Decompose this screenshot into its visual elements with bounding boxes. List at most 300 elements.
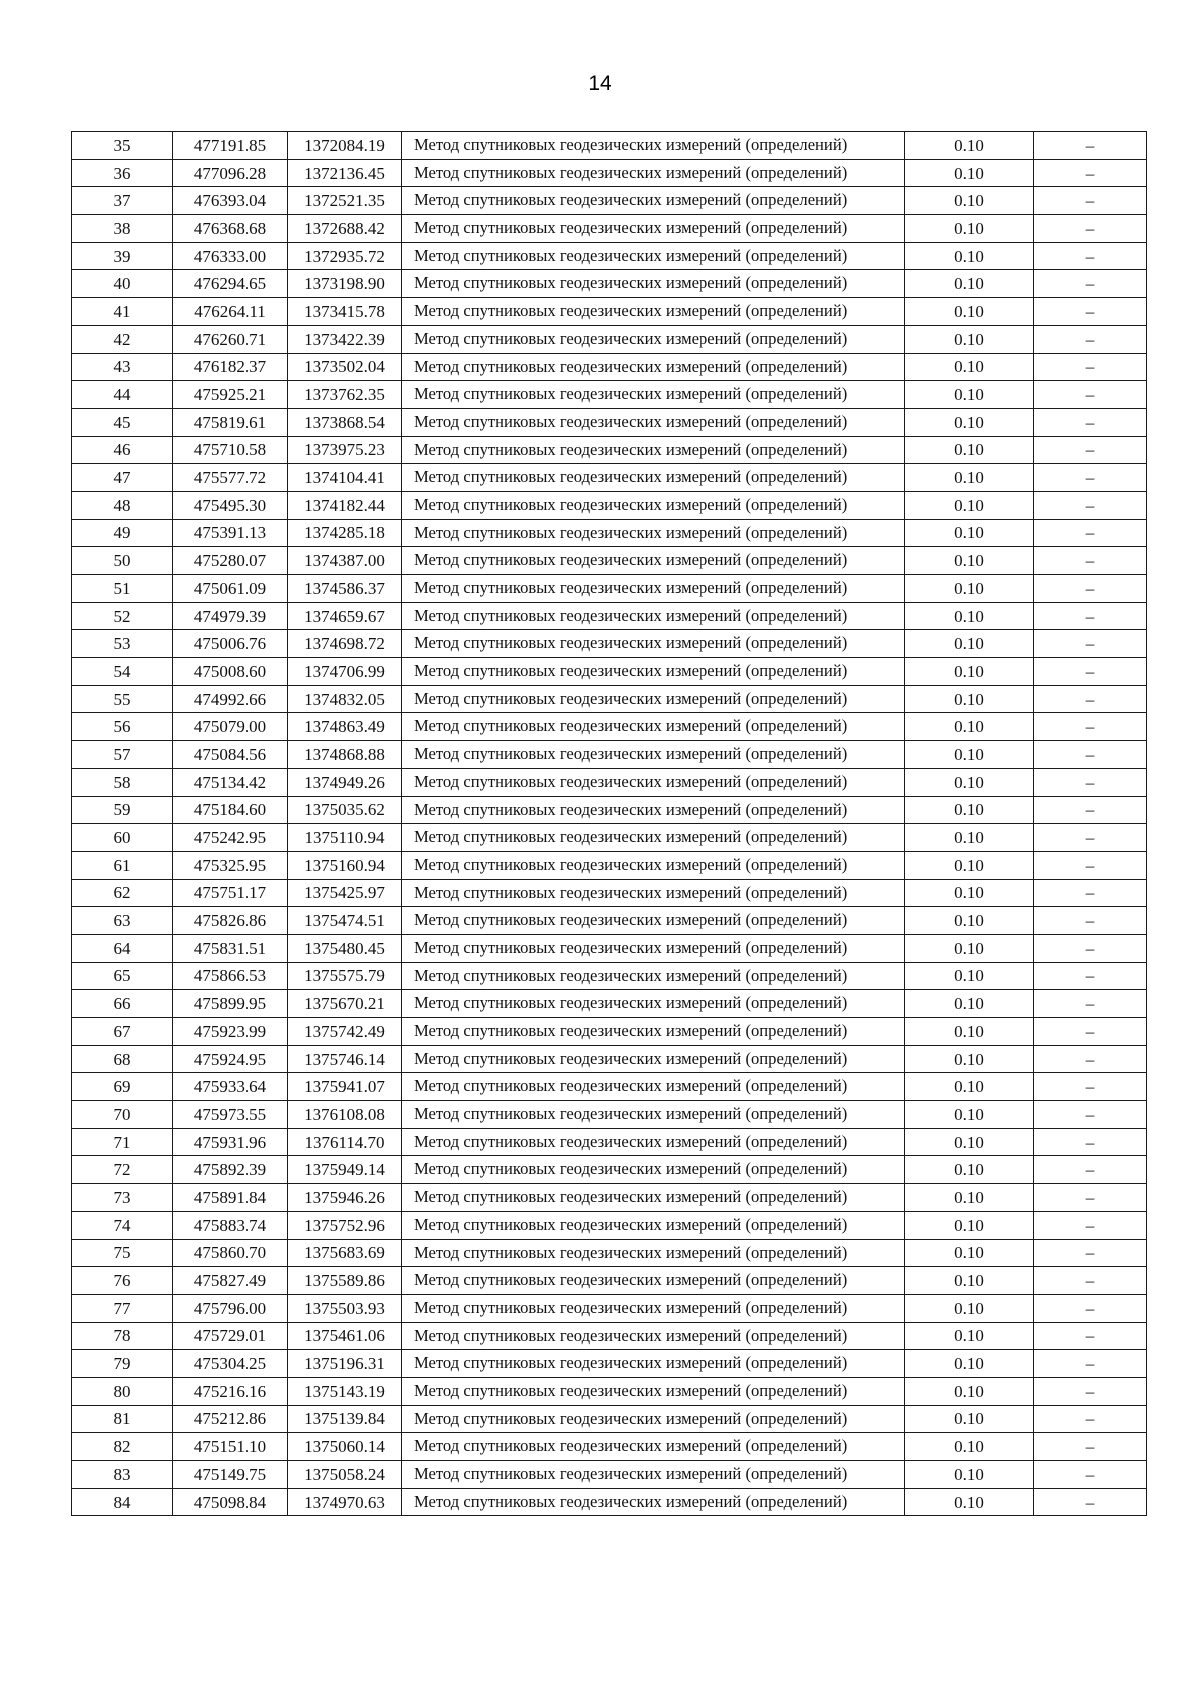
y-coordinate-cell: 1374387.00 — [288, 547, 402, 575]
point-number-cell: 43 — [72, 353, 173, 381]
y-coordinate-cell: 1374104.41 — [288, 464, 402, 492]
precision-cell: 0.10 — [905, 1128, 1034, 1156]
precision-cell: 0.10 — [905, 1433, 1034, 1461]
table-row — [72, 1294, 1147, 1322]
x-coordinate-cell: 475079.00 — [173, 713, 288, 741]
precision-cell: 0.10 — [905, 1488, 1034, 1516]
y-coordinate-cell: 1372521.35 — [288, 187, 402, 215]
method-cell: Метод спутниковых геодезических измерений (определений) — [402, 464, 905, 492]
extra-cell: – — [1034, 575, 1147, 603]
method-cell: Метод спутниковых геодезических измерений (определений) — [402, 1045, 905, 1073]
extra-cell: – — [1034, 713, 1147, 741]
method-cell: Метод спутниковых геодезических измерений (определений) — [402, 741, 905, 769]
table-row — [72, 1045, 1147, 1073]
extra-cell: – — [1034, 187, 1147, 215]
point-number-cell: 75 — [72, 1239, 173, 1267]
x-coordinate-cell: 476264.11 — [173, 298, 288, 326]
x-coordinate-cell: 475084.56 — [173, 741, 288, 769]
extra-cell: – — [1034, 1267, 1147, 1295]
x-coordinate-cell: 476294.65 — [173, 270, 288, 298]
point-number-cell: 57 — [72, 741, 173, 769]
point-number-cell: 42 — [72, 325, 173, 353]
y-coordinate-cell: 1375575.79 — [288, 962, 402, 990]
point-number-cell: 61 — [72, 851, 173, 879]
method-cell: Метод спутниковых геодезических измерений (определений) — [402, 1488, 905, 1516]
table-row — [72, 187, 1147, 215]
method-cell: Метод спутниковых геодезических измерений (определений) — [402, 768, 905, 796]
method-cell: Метод спутниковых геодезических измерений (определений) — [402, 1128, 905, 1156]
point-number-cell: 41 — [72, 298, 173, 326]
y-coordinate-cell: 1373868.54 — [288, 408, 402, 436]
precision-cell: 0.10 — [905, 491, 1034, 519]
y-coordinate-cell: 1375060.14 — [288, 1433, 402, 1461]
precision-cell: 0.10 — [905, 1073, 1034, 1101]
method-cell: Метод спутниковых геодезических измерений (определений) — [402, 436, 905, 464]
x-coordinate-cell: 475242.95 — [173, 824, 288, 852]
table-row — [72, 1211, 1147, 1239]
y-coordinate-cell: 1375058.24 — [288, 1461, 402, 1489]
x-coordinate-cell: 475008.60 — [173, 658, 288, 686]
y-coordinate-cell: 1372935.72 — [288, 242, 402, 270]
table-row — [72, 741, 1147, 769]
x-coordinate-cell: 475061.09 — [173, 575, 288, 603]
point-number-cell: 65 — [72, 962, 173, 990]
precision-cell: 0.10 — [905, 1461, 1034, 1489]
method-cell: Метод спутниковых геодезических измерений (определений) — [402, 824, 905, 852]
extra-cell: – — [1034, 215, 1147, 243]
precision-cell: 0.10 — [905, 1405, 1034, 1433]
precision-cell: 0.10 — [905, 934, 1034, 962]
x-coordinate-cell: 475216.16 — [173, 1377, 288, 1405]
extra-cell: – — [1034, 491, 1147, 519]
x-coordinate-cell: 474992.66 — [173, 685, 288, 713]
precision-cell: 0.10 — [905, 408, 1034, 436]
method-cell: Метод спутниковых геодезических измерений (определений) — [402, 575, 905, 603]
x-coordinate-cell: 475796.00 — [173, 1294, 288, 1322]
precision-cell: 0.10 — [905, 602, 1034, 630]
method-cell: Метод спутниковых геодезических измерений (определений) — [402, 796, 905, 824]
extra-cell: – — [1034, 408, 1147, 436]
extra-cell: – — [1034, 1101, 1147, 1129]
x-coordinate-cell: 475892.39 — [173, 1156, 288, 1184]
extra-cell: – — [1034, 1184, 1147, 1212]
y-coordinate-cell: 1374698.72 — [288, 630, 402, 658]
precision-cell: 0.10 — [905, 215, 1034, 243]
y-coordinate-cell: 1374586.37 — [288, 575, 402, 603]
table-row — [72, 796, 1147, 824]
y-coordinate-cell: 1374182.44 — [288, 491, 402, 519]
method-cell: Метод спутниковых геодезических измерений (определений) — [402, 270, 905, 298]
x-coordinate-cell: 476368.68 — [173, 215, 288, 243]
table-row — [72, 381, 1147, 409]
table-row — [72, 1377, 1147, 1405]
extra-cell: – — [1034, 1239, 1147, 1267]
extra-cell: – — [1034, 796, 1147, 824]
precision-cell: 0.10 — [905, 685, 1034, 713]
x-coordinate-cell: 474979.39 — [173, 602, 288, 630]
table-row — [72, 547, 1147, 575]
y-coordinate-cell: 1374949.26 — [288, 768, 402, 796]
precision-cell: 0.10 — [905, 381, 1034, 409]
x-coordinate-cell: 475577.72 — [173, 464, 288, 492]
y-coordinate-cell: 1375425.97 — [288, 879, 402, 907]
y-coordinate-cell: 1374832.05 — [288, 685, 402, 713]
table-row — [72, 159, 1147, 187]
method-cell: Метод спутниковых геодезических измерений (определений) — [402, 990, 905, 1018]
y-coordinate-cell: 1375110.94 — [288, 824, 402, 852]
point-number-cell: 83 — [72, 1461, 173, 1489]
table-row — [72, 934, 1147, 962]
method-cell: Метод спутниковых геодезических измерений (определений) — [402, 298, 905, 326]
table-row — [72, 1267, 1147, 1295]
point-number-cell: 72 — [72, 1156, 173, 1184]
point-number-cell: 44 — [72, 381, 173, 409]
coordinates-table-body — [72, 132, 1147, 1516]
extra-cell: – — [1034, 1156, 1147, 1184]
y-coordinate-cell: 1374659.67 — [288, 602, 402, 630]
y-coordinate-cell: 1373422.39 — [288, 325, 402, 353]
method-cell: Метод спутниковых геодезических измерений (определений) — [402, 408, 905, 436]
method-cell: Метод спутниковых геодезических измерений (определений) — [402, 1267, 905, 1295]
table-row — [72, 1128, 1147, 1156]
method-cell: Метод спутниковых геодезических измерений (определений) — [402, 1377, 905, 1405]
x-coordinate-cell: 475212.86 — [173, 1405, 288, 1433]
point-number-cell: 71 — [72, 1128, 173, 1156]
method-cell: Метод спутниковых геодезических измерений (определений) — [402, 1184, 905, 1212]
precision-cell: 0.10 — [905, 1267, 1034, 1295]
precision-cell: 0.10 — [905, 325, 1034, 353]
x-coordinate-cell: 475819.61 — [173, 408, 288, 436]
table-row — [72, 630, 1147, 658]
x-coordinate-cell: 477191.85 — [173, 132, 288, 160]
extra-cell: – — [1034, 1405, 1147, 1433]
x-coordinate-cell: 475098.84 — [173, 1488, 288, 1516]
y-coordinate-cell: 1372688.42 — [288, 215, 402, 243]
method-cell: Метод спутниковых геодезических измерений (определений) — [402, 1073, 905, 1101]
x-coordinate-cell: 475925.21 — [173, 381, 288, 409]
x-coordinate-cell: 475973.55 — [173, 1101, 288, 1129]
x-coordinate-cell: 475924.95 — [173, 1045, 288, 1073]
extra-cell: – — [1034, 242, 1147, 270]
precision-cell: 0.10 — [905, 1377, 1034, 1405]
method-cell: Метод спутниковых геодезических измерений (определений) — [402, 934, 905, 962]
method-cell: Метод спутниковых геодезических измерений (определений) — [402, 491, 905, 519]
point-number-cell: 37 — [72, 187, 173, 215]
table-row — [72, 1018, 1147, 1046]
y-coordinate-cell: 1375683.69 — [288, 1239, 402, 1267]
method-cell: Метод спутниковых геодезических измерений (определений) — [402, 325, 905, 353]
method-cell: Метод спутниковых геодезических измерений (определений) — [402, 187, 905, 215]
method-cell: Метод спутниковых геодезических измерений (определений) — [402, 519, 905, 547]
table-row — [72, 1405, 1147, 1433]
extra-cell: – — [1034, 159, 1147, 187]
table-row — [72, 408, 1147, 436]
table-row — [72, 685, 1147, 713]
point-number-cell: 73 — [72, 1184, 173, 1212]
extra-cell: – — [1034, 934, 1147, 962]
point-number-cell: 84 — [72, 1488, 173, 1516]
precision-cell: 0.10 — [905, 630, 1034, 658]
y-coordinate-cell: 1374863.49 — [288, 713, 402, 741]
x-coordinate-cell: 475134.42 — [173, 768, 288, 796]
point-number-cell: 81 — [72, 1405, 173, 1433]
point-number-cell: 47 — [72, 464, 173, 492]
method-cell: Метод спутниковых геодезических измерений (определений) — [402, 962, 905, 990]
table-row — [72, 1461, 1147, 1489]
precision-cell: 0.10 — [905, 1350, 1034, 1378]
point-number-cell: 51 — [72, 575, 173, 603]
x-coordinate-cell: 475891.84 — [173, 1184, 288, 1212]
precision-cell: 0.10 — [905, 990, 1034, 1018]
precision-cell: 0.10 — [905, 270, 1034, 298]
method-cell: Метод спутниковых геодезических измерений (определений) — [402, 1405, 905, 1433]
x-coordinate-cell: 475304.25 — [173, 1350, 288, 1378]
precision-cell: 0.10 — [905, 353, 1034, 381]
extra-cell: – — [1034, 851, 1147, 879]
y-coordinate-cell: 1375742.49 — [288, 1018, 402, 1046]
point-number-cell: 64 — [72, 934, 173, 962]
precision-cell: 0.10 — [905, 1045, 1034, 1073]
table-row — [72, 436, 1147, 464]
extra-cell: – — [1034, 1488, 1147, 1516]
point-number-cell: 55 — [72, 685, 173, 713]
point-number-cell: 69 — [72, 1073, 173, 1101]
point-number-cell: 40 — [72, 270, 173, 298]
extra-cell: – — [1034, 768, 1147, 796]
point-number-cell: 54 — [72, 658, 173, 686]
extra-cell: – — [1034, 1322, 1147, 1350]
method-cell: Метод спутниковых геодезических измерений (определений) — [402, 1101, 905, 1129]
x-coordinate-cell: 476393.04 — [173, 187, 288, 215]
point-number-cell: 35 — [72, 132, 173, 160]
extra-cell: – — [1034, 907, 1147, 935]
method-cell: Метод спутниковых геодезических измерений (определений) — [402, 1433, 905, 1461]
precision-cell: 0.10 — [905, 962, 1034, 990]
y-coordinate-cell: 1375752.96 — [288, 1211, 402, 1239]
y-coordinate-cell: 1373975.23 — [288, 436, 402, 464]
precision-cell: 0.10 — [905, 658, 1034, 686]
extra-cell: – — [1034, 658, 1147, 686]
point-number-cell: 52 — [72, 602, 173, 630]
precision-cell: 0.10 — [905, 1018, 1034, 1046]
method-cell: Метод спутниковых геодезических измерений (определений) — [402, 879, 905, 907]
x-coordinate-cell: 475883.74 — [173, 1211, 288, 1239]
y-coordinate-cell: 1374706.99 — [288, 658, 402, 686]
precision-cell: 0.10 — [905, 464, 1034, 492]
table-row — [72, 1350, 1147, 1378]
extra-cell: – — [1034, 1377, 1147, 1405]
x-coordinate-cell: 475729.01 — [173, 1322, 288, 1350]
x-coordinate-cell: 475495.30 — [173, 491, 288, 519]
x-coordinate-cell: 475149.75 — [173, 1461, 288, 1489]
y-coordinate-cell: 1375670.21 — [288, 990, 402, 1018]
x-coordinate-cell: 475860.70 — [173, 1239, 288, 1267]
table-row — [72, 270, 1147, 298]
table-row — [72, 1184, 1147, 1212]
y-coordinate-cell: 1375941.07 — [288, 1073, 402, 1101]
x-coordinate-cell: 475923.99 — [173, 1018, 288, 1046]
y-coordinate-cell: 1375196.31 — [288, 1350, 402, 1378]
point-number-cell: 80 — [72, 1377, 173, 1405]
extra-cell: – — [1034, 270, 1147, 298]
extra-cell: – — [1034, 602, 1147, 630]
point-number-cell: 62 — [72, 879, 173, 907]
method-cell: Метод спутниковых геодезических измерений (определений) — [402, 1239, 905, 1267]
x-coordinate-cell: 477096.28 — [173, 159, 288, 187]
method-cell: Метод спутниковых геодезических измерений (определений) — [402, 159, 905, 187]
y-coordinate-cell: 1375589.86 — [288, 1267, 402, 1295]
point-number-cell: 66 — [72, 990, 173, 1018]
x-coordinate-cell: 476260.71 — [173, 325, 288, 353]
y-coordinate-cell: 1375746.14 — [288, 1045, 402, 1073]
extra-cell: – — [1034, 353, 1147, 381]
extra-cell: – — [1034, 381, 1147, 409]
method-cell: Метод спутниковых геодезических измерений (определений) — [402, 132, 905, 160]
precision-cell: 0.10 — [905, 768, 1034, 796]
method-cell: Метод спутниковых геодезических измерений (определений) — [402, 1322, 905, 1350]
precision-cell: 0.10 — [905, 1156, 1034, 1184]
x-coordinate-cell: 475391.13 — [173, 519, 288, 547]
precision-cell: 0.10 — [905, 1184, 1034, 1212]
page-number: 14 — [588, 72, 612, 95]
y-coordinate-cell: 1374285.18 — [288, 519, 402, 547]
method-cell: Метод спутниковых геодезических измерений (определений) — [402, 1156, 905, 1184]
y-coordinate-cell: 1373502.04 — [288, 353, 402, 381]
y-coordinate-cell: 1375946.26 — [288, 1184, 402, 1212]
precision-cell: 0.10 — [905, 187, 1034, 215]
y-coordinate-cell: 1375143.19 — [288, 1377, 402, 1405]
precision-cell: 0.10 — [905, 1239, 1034, 1267]
extra-cell: – — [1034, 1128, 1147, 1156]
extra-cell: – — [1034, 962, 1147, 990]
table-row — [72, 298, 1147, 326]
method-cell: Метод спутниковых геодезических измерений (определений) — [402, 851, 905, 879]
y-coordinate-cell: 1375474.51 — [288, 907, 402, 935]
point-number-cell: 68 — [72, 1045, 173, 1073]
point-number-cell: 70 — [72, 1101, 173, 1129]
y-coordinate-cell: 1375480.45 — [288, 934, 402, 962]
x-coordinate-cell: 475184.60 — [173, 796, 288, 824]
x-coordinate-cell: 475933.64 — [173, 1073, 288, 1101]
point-number-cell: 67 — [72, 1018, 173, 1046]
extra-cell: – — [1034, 741, 1147, 769]
method-cell: Метод спутниковых геодезических измерений (определений) — [402, 547, 905, 575]
point-number-cell: 60 — [72, 824, 173, 852]
table-row — [72, 1488, 1147, 1516]
table-row — [72, 132, 1147, 160]
table-row — [72, 1073, 1147, 1101]
table-row — [72, 242, 1147, 270]
method-cell: Метод спутниковых геодезических измерений (определений) — [402, 1294, 905, 1322]
x-coordinate-cell: 476333.00 — [173, 242, 288, 270]
table-row — [72, 519, 1147, 547]
method-cell: Метод спутниковых геодезических измерений (определений) — [402, 1350, 905, 1378]
table-row — [72, 713, 1147, 741]
x-coordinate-cell: 475827.49 — [173, 1267, 288, 1295]
y-coordinate-cell: 1375139.84 — [288, 1405, 402, 1433]
point-number-cell: 46 — [72, 436, 173, 464]
x-coordinate-cell: 475831.51 — [173, 934, 288, 962]
point-number-cell: 78 — [72, 1322, 173, 1350]
table-row — [72, 1101, 1147, 1129]
y-coordinate-cell: 1376114.70 — [288, 1128, 402, 1156]
extra-cell: – — [1034, 464, 1147, 492]
y-coordinate-cell: 1374868.88 — [288, 741, 402, 769]
y-coordinate-cell: 1375949.14 — [288, 1156, 402, 1184]
table-row — [72, 824, 1147, 852]
extra-cell: – — [1034, 1294, 1147, 1322]
table-row — [72, 879, 1147, 907]
precision-cell: 0.10 — [905, 1322, 1034, 1350]
point-number-cell: 45 — [72, 408, 173, 436]
method-cell: Метод спутниковых геодезических измерений (определений) — [402, 602, 905, 630]
method-cell: Метод спутниковых геодезических измерений (определений) — [402, 381, 905, 409]
table-row — [72, 1322, 1147, 1350]
point-number-cell: 74 — [72, 1211, 173, 1239]
point-number-cell: 82 — [72, 1433, 173, 1461]
y-coordinate-cell: 1374970.63 — [288, 1488, 402, 1516]
precision-cell: 0.10 — [905, 879, 1034, 907]
method-cell: Метод спутниковых геодезических измерений (определений) — [402, 1211, 905, 1239]
x-coordinate-cell: 475151.10 — [173, 1433, 288, 1461]
extra-cell: – — [1034, 298, 1147, 326]
extra-cell: – — [1034, 879, 1147, 907]
method-cell: Метод спутниковых геодезических измерений (определений) — [402, 242, 905, 270]
table-row — [72, 1433, 1147, 1461]
x-coordinate-cell: 475006.76 — [173, 630, 288, 658]
method-cell: Метод спутниковых геодезических измерений (определений) — [402, 907, 905, 935]
table-row — [72, 768, 1147, 796]
point-number-cell: 77 — [72, 1294, 173, 1322]
extra-cell: – — [1034, 1350, 1147, 1378]
extra-cell: – — [1034, 1461, 1147, 1489]
x-coordinate-cell: 475826.86 — [173, 907, 288, 935]
extra-cell: – — [1034, 436, 1147, 464]
x-coordinate-cell: 475931.96 — [173, 1128, 288, 1156]
table-row — [72, 353, 1147, 381]
x-coordinate-cell: 475866.53 — [173, 962, 288, 990]
precision-cell: 0.10 — [905, 519, 1034, 547]
x-coordinate-cell: 475280.07 — [173, 547, 288, 575]
table-row — [72, 907, 1147, 935]
x-coordinate-cell: 476182.37 — [173, 353, 288, 381]
extra-cell: – — [1034, 824, 1147, 852]
extra-cell: – — [1034, 325, 1147, 353]
x-coordinate-cell: 475899.95 — [173, 990, 288, 1018]
point-number-cell: 36 — [72, 159, 173, 187]
table-row — [72, 215, 1147, 243]
point-number-cell: 79 — [72, 1350, 173, 1378]
precision-cell: 0.10 — [905, 1211, 1034, 1239]
point-number-cell: 38 — [72, 215, 173, 243]
method-cell: Метод спутниковых геодезических измерений (определений) — [402, 1018, 905, 1046]
point-number-cell: 56 — [72, 713, 173, 741]
precision-cell: 0.10 — [905, 824, 1034, 852]
table-row — [72, 325, 1147, 353]
y-coordinate-cell: 1372136.45 — [288, 159, 402, 187]
method-cell: Метод спутниковых геодезических измерений (определений) — [402, 1461, 905, 1489]
table-row — [72, 575, 1147, 603]
precision-cell: 0.10 — [905, 851, 1034, 879]
precision-cell: 0.10 — [905, 242, 1034, 270]
extra-cell: – — [1034, 1211, 1147, 1239]
method-cell: Метод спутниковых геодезических измерений (определений) — [402, 630, 905, 658]
table-row — [72, 491, 1147, 519]
y-coordinate-cell: 1376108.08 — [288, 1101, 402, 1129]
table-row — [72, 658, 1147, 686]
precision-cell: 0.10 — [905, 159, 1034, 187]
extra-cell: – — [1034, 1045, 1147, 1073]
